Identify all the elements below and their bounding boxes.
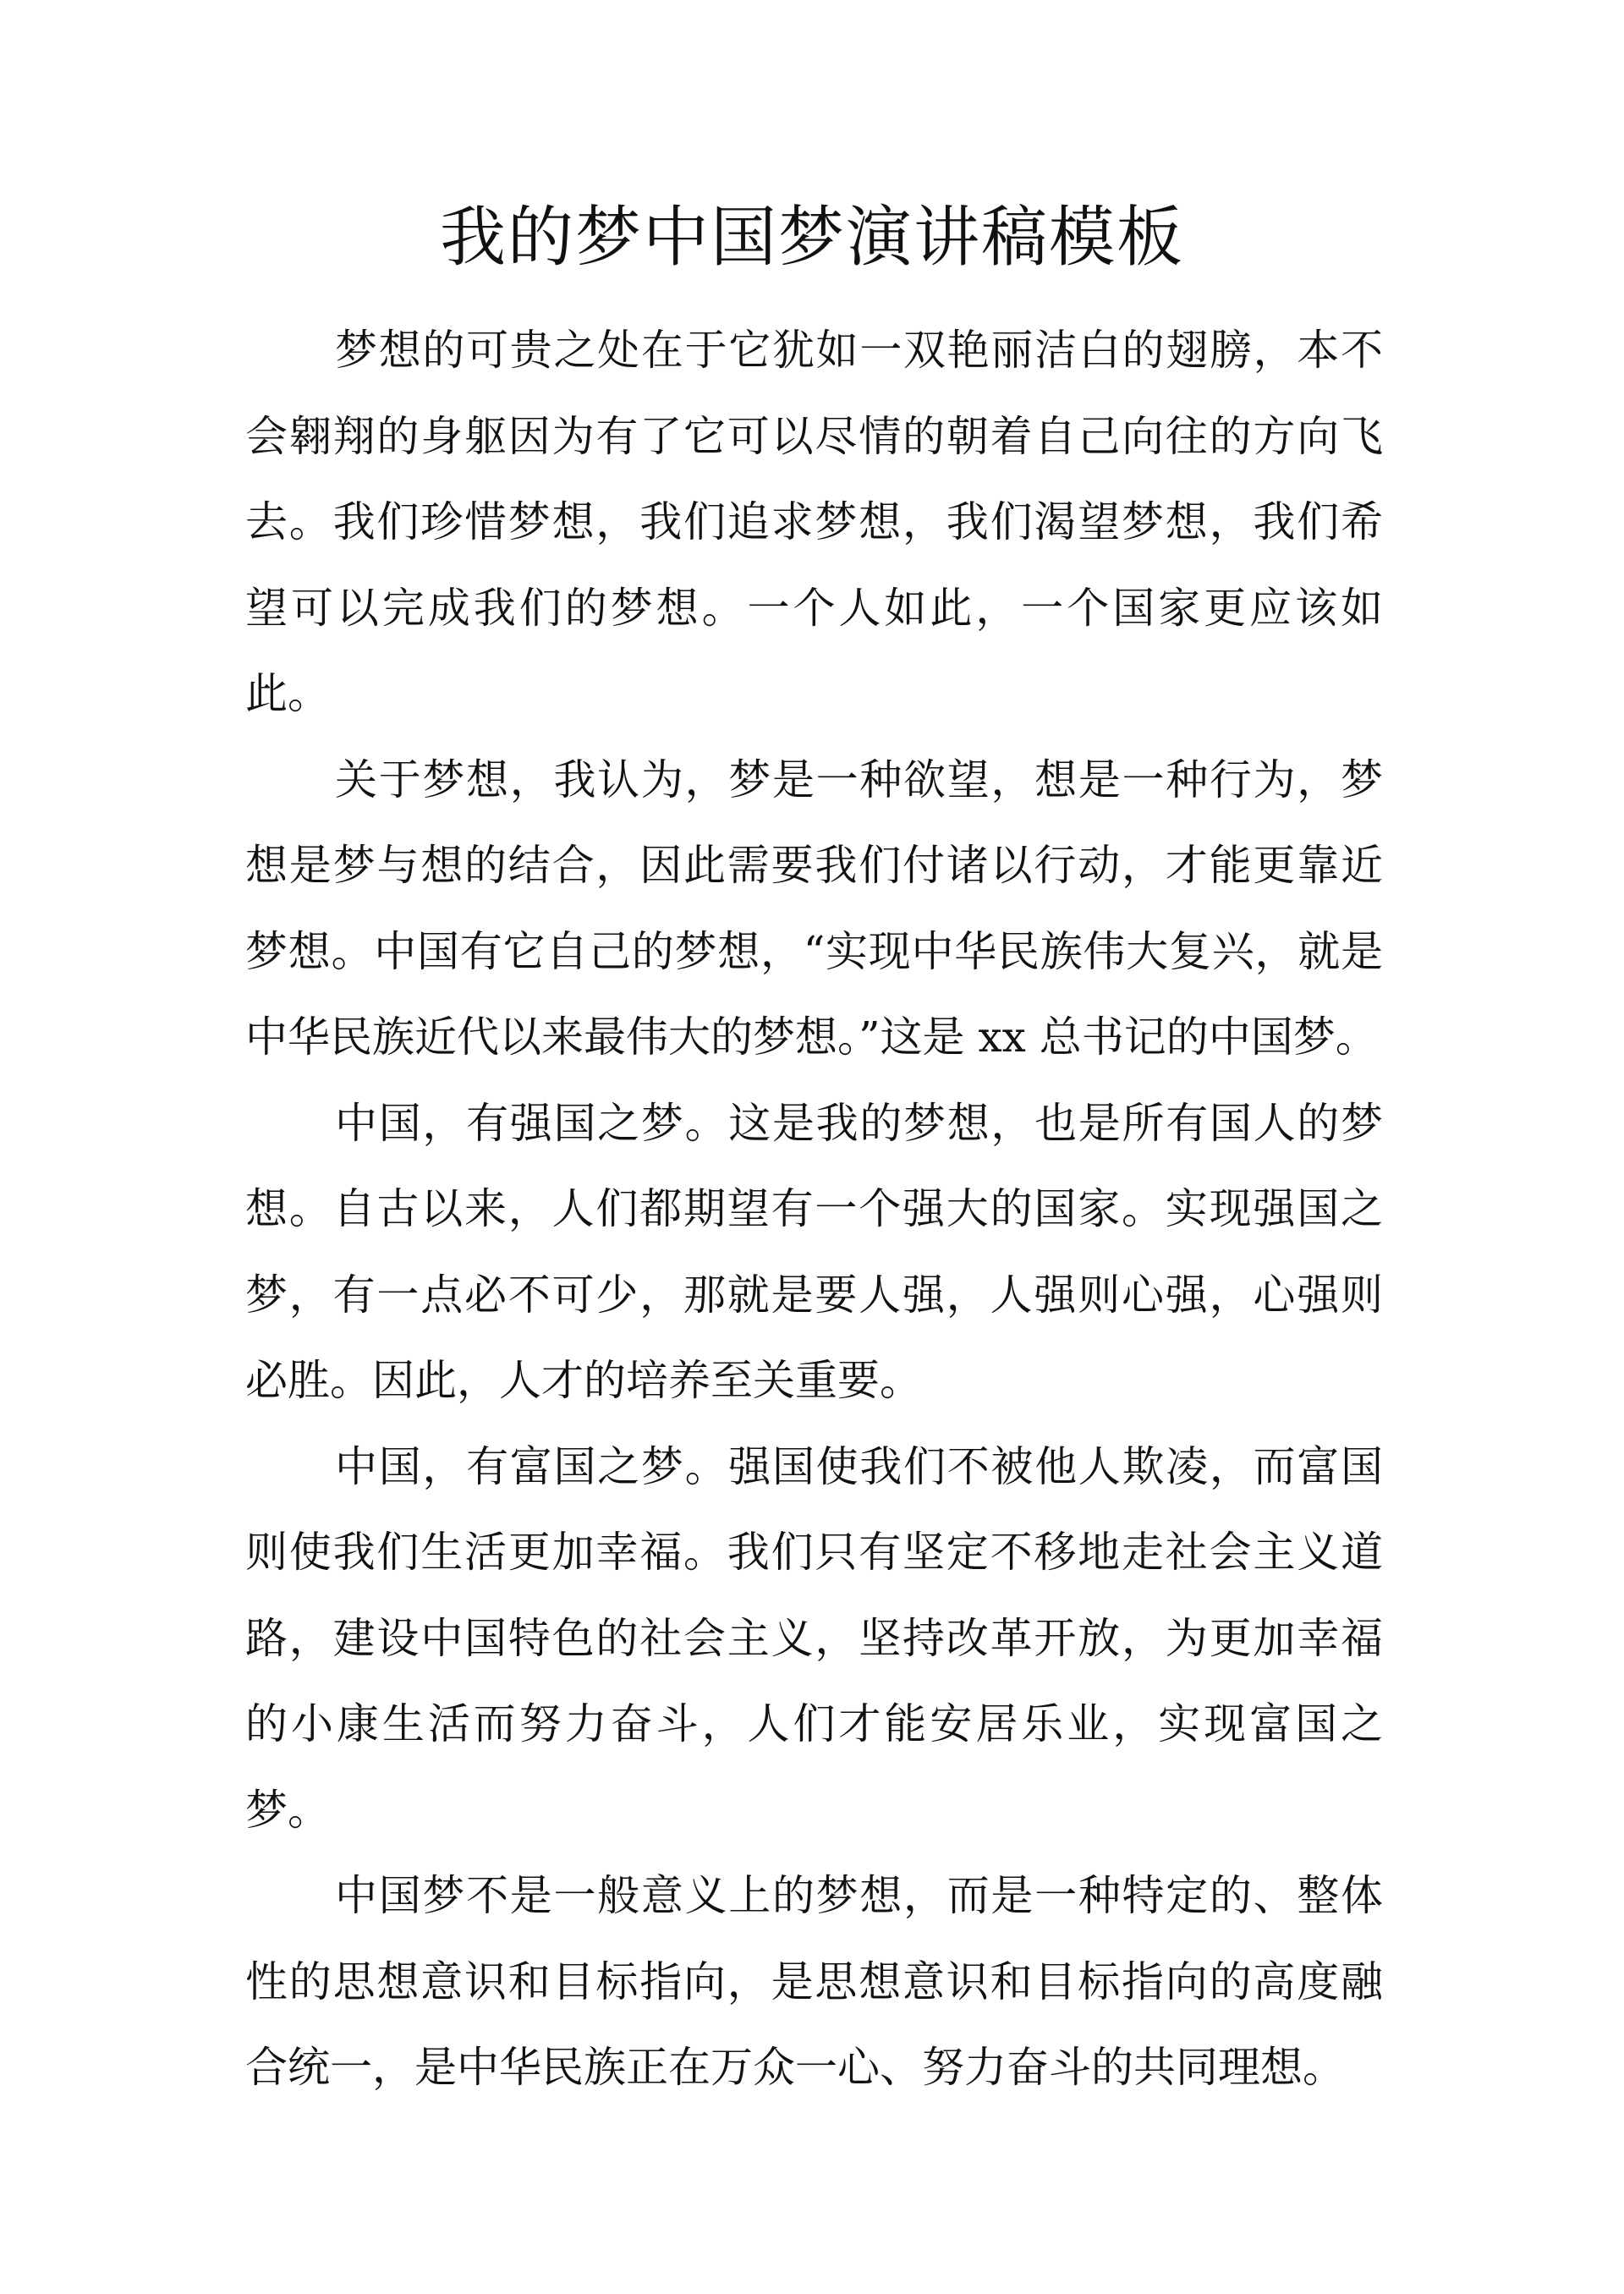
paragraph-3: 中国，有强国之梦。这是我的梦想，也是所有国人的梦想。自古以来，人们都期望有一个强大的国家。实现强国之梦，有一点必不可少，那就是要人强，人强则心强，心强则必胜。因此，人才的培养至关重要。: [245, 1098, 1383, 1405]
paragraph-1: 梦想的可贵之处在于它犹如一双艳丽洁白的翅膀，本不会翱翔的身躯因为有了它可以尽情的朝着自己向往的方向飞去。我们珍惜梦想，我们追求梦想，我们渴望梦想，我们希望可以完成我们的梦想。一个人如此，一个国家更应该如此。: [245, 326, 1383, 718]
document-title: 我的梦中国梦演讲稿模板: [439, 200, 1184, 276]
document-body: [245, 308, 1383, 2111]
paragraph-2: 关于梦想，我认为，梦是一种欲望，想是一种行为，梦想是梦与想的结合，因此需要我们付诸以行动，才能更靠近梦想。中国有它自己的梦想，“实现中华民族伟大复兴，就是中华民族近代以来最伟大的梦想。”这是 xx 总书记的中国梦。: [245, 755, 1383, 1062]
paragraph-4: 中国，有富国之梦。强国使我们不被他人欺凌，而富国则使我们生活更加幸福。我们只有坚定不移地走社会主义道路，建设中国特色的社会主义，坚持改革开放，为更加幸福的小康生活而努力奋斗，人们才能安居乐业，实现富国之梦。: [245, 1441, 1383, 1835]
paragraph-5: 中国梦不是一般意义上的梦想，而是一种特定的、整体性的思想意识和目标指向，是思想意识和目标指向的高度融合统一，是中华民族正在万众一心、努力奋斗的共同理想。: [245, 1871, 1383, 2092]
